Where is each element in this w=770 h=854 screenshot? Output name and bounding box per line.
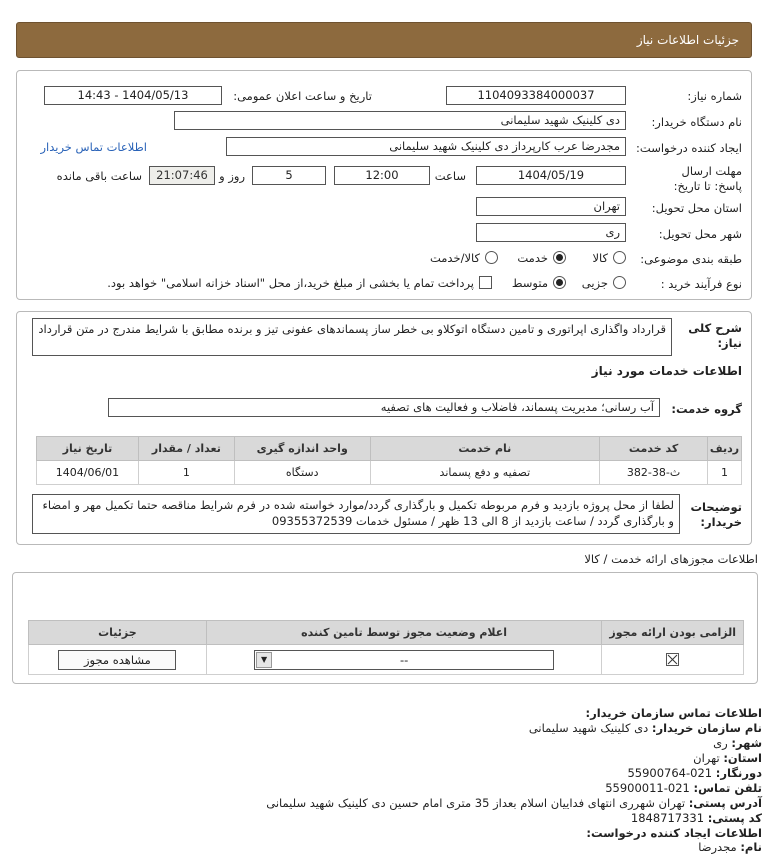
col-permit-status: اعلام وضعیت مجوز توسط تامین کننده	[206, 621, 602, 645]
col-name: نام خدمت	[370, 437, 600, 461]
category-radio-goods-service[interactable]	[485, 251, 498, 264]
contact-phone: تلفن تماس: 021-55900011	[605, 781, 762, 795]
col-quantity: تعداد / مقدار	[138, 437, 234, 461]
col-permit-details: جزئیات	[29, 621, 207, 645]
remaining-label: ساعت باقی مانده	[56, 169, 142, 183]
category-option-service: خدمت	[517, 251, 548, 265]
requester-label: ایجاد کننده درخواست:	[636, 141, 742, 155]
col-date: تاریخ نیاز	[37, 437, 139, 461]
contact-org: نام سازمان خریدار: دی کلینیک شهید سلیمانی	[528, 721, 762, 735]
deadline-date-field: 1404/05/19	[476, 166, 626, 185]
process-option-medium: متوسط	[511, 276, 548, 290]
services-table	[36, 436, 742, 485]
category-option-goods-service: کالا/خدمت	[429, 251, 480, 265]
page-header	[16, 22, 752, 58]
table-row	[29, 645, 744, 675]
table-row	[37, 461, 742, 485]
days-field: 5	[252, 166, 326, 185]
permits-table-header	[29, 621, 744, 645]
cell-row: 1	[708, 461, 742, 485]
announce-field: 1404/05/13 - 14:43	[44, 86, 222, 105]
cell-date: 1404/06/01	[37, 461, 139, 485]
city-field: ری	[476, 223, 626, 242]
buyer-org-label: نام دستگاه خریدار:	[651, 115, 742, 129]
announce-label: تاریخ و ساعت اعلان عمومی:	[233, 89, 372, 103]
permit-required-checkbox-icon	[666, 653, 679, 666]
chevron-down-icon[interactable]: ▼	[256, 652, 272, 668]
days-label: روز و	[219, 169, 245, 183]
treasury-payment-checkbox[interactable]	[479, 276, 492, 289]
need-number-label: شماره نیاز:	[687, 89, 742, 103]
remaining-time-field: 21:07:46	[149, 166, 215, 185]
service-group-label: گروه خدمت:	[671, 402, 742, 416]
description-label: شرح کلی نیاز:	[688, 321, 742, 350]
contact-province: استان: تهران	[693, 751, 762, 765]
city-label: شهر محل تحویل:	[658, 227, 742, 241]
page-title: جزئیات اطلاعات نیاز	[636, 33, 739, 47]
cell-unit: دستگاه	[234, 461, 370, 485]
col-permit-required: الزامی بودن ارائه مجوز	[602, 621, 744, 645]
deadline-time-field: 12:00	[334, 166, 430, 185]
permits-section-title: اطلاعات مجوزهای ارائه خدمت / کالا	[584, 552, 758, 566]
process-radio-medium[interactable]	[553, 276, 566, 289]
cell-code: ث-38-382	[600, 461, 708, 485]
province-field: تهران	[476, 197, 626, 216]
buyer-notes-text: لطفا از محل پروژه بازدید و فرم مربوطه تکمیل و بارگذاری گردد/موارد خواسته شده در فرم شرایط مناقصه حتما تکمیل مهر و امضاء و بارگذاری گردد / ساعت بازدید از 8 الی 13 ظهر / مسئول خدمات 09355372539	[32, 494, 680, 534]
col-unit: واحد اندازه گیری	[234, 437, 370, 461]
requester-field: مجدرضا عرب کارپرداز دی کلینیک شهید سلیمانی	[226, 137, 626, 156]
category-option-goods: کالا	[592, 251, 608, 265]
buyer-org-field: دی کلینیک شهید سلیمانی	[174, 111, 626, 130]
contact-city: شهر: ری	[713, 736, 762, 750]
contact-title: اطلاعات تماس سازمان خریدار:	[585, 706, 762, 720]
creator-name: نام: مجدرضا	[698, 840, 762, 854]
permit-status-value: --	[399, 652, 409, 667]
process-radio-minor[interactable]	[613, 276, 626, 289]
process-label: نوع فرآیند خرید :	[660, 277, 742, 291]
services-section-title: اطلاعات خدمات مورد نیاز	[591, 364, 742, 378]
description-text: قرارداد واگذاری اپراتوری و تامین دستگاه اتوکلاو بی خطر ساز پسماندهای عفونی تیز و برنده مطابق با شرایط مندرج در متن قرارداد	[32, 318, 672, 356]
view-permit-button[interactable]: مشاهده مجوز	[58, 650, 176, 670]
process-option-minor: جزیی	[581, 276, 608, 290]
province-label: استان محل تحویل:	[651, 201, 742, 215]
cell-quantity: 1	[138, 461, 234, 485]
permits-table	[28, 620, 744, 675]
col-row: ردیف	[708, 437, 742, 461]
category-label: طبقه بندی موضوعی:	[640, 252, 742, 266]
contact-address: آدرس پستی: تهران شهرری انتهای فداییان اسلام بعداز 35 متری امام حسین دی کلینیک شهید سلیمانی	[266, 796, 762, 810]
deadline-label: مهلت ارسال پاسخ: تا تاریخ:	[673, 164, 742, 193]
service-group-field: آب رسانی؛ مدیریت پسماند، فاضلاب و فعالیت های تصفیه	[108, 398, 660, 417]
treasury-payment-note: پرداخت تمام یا بخشی از مبلغ خرید،از محل "اسناد خزانه اسلامی" خواهد بود.	[107, 276, 474, 290]
col-code: کد خدمت	[600, 437, 708, 461]
time-label: ساعت	[434, 169, 466, 183]
contact-postal: کد پستی: 1848717331	[630, 811, 762, 825]
buyer-contact-link[interactable]: اطلاعات تماس خریدار	[40, 140, 147, 154]
buyer-notes-label: توضیحات خریدار:	[690, 500, 742, 529]
category-radio-goods[interactable]	[613, 251, 626, 264]
creator-title: اطلاعات ایجاد کننده درخواست:	[586, 826, 762, 840]
services-table-header	[37, 437, 742, 461]
cell-name: تصفیه و دفع پسماند	[370, 461, 600, 485]
contact-fax: دورنگار: 021-55900764	[627, 766, 762, 780]
category-radio-service[interactable]	[553, 251, 566, 264]
permit-status-dropdown[interactable]	[254, 650, 554, 670]
need-number-field: 1104093384000037	[446, 86, 626, 105]
